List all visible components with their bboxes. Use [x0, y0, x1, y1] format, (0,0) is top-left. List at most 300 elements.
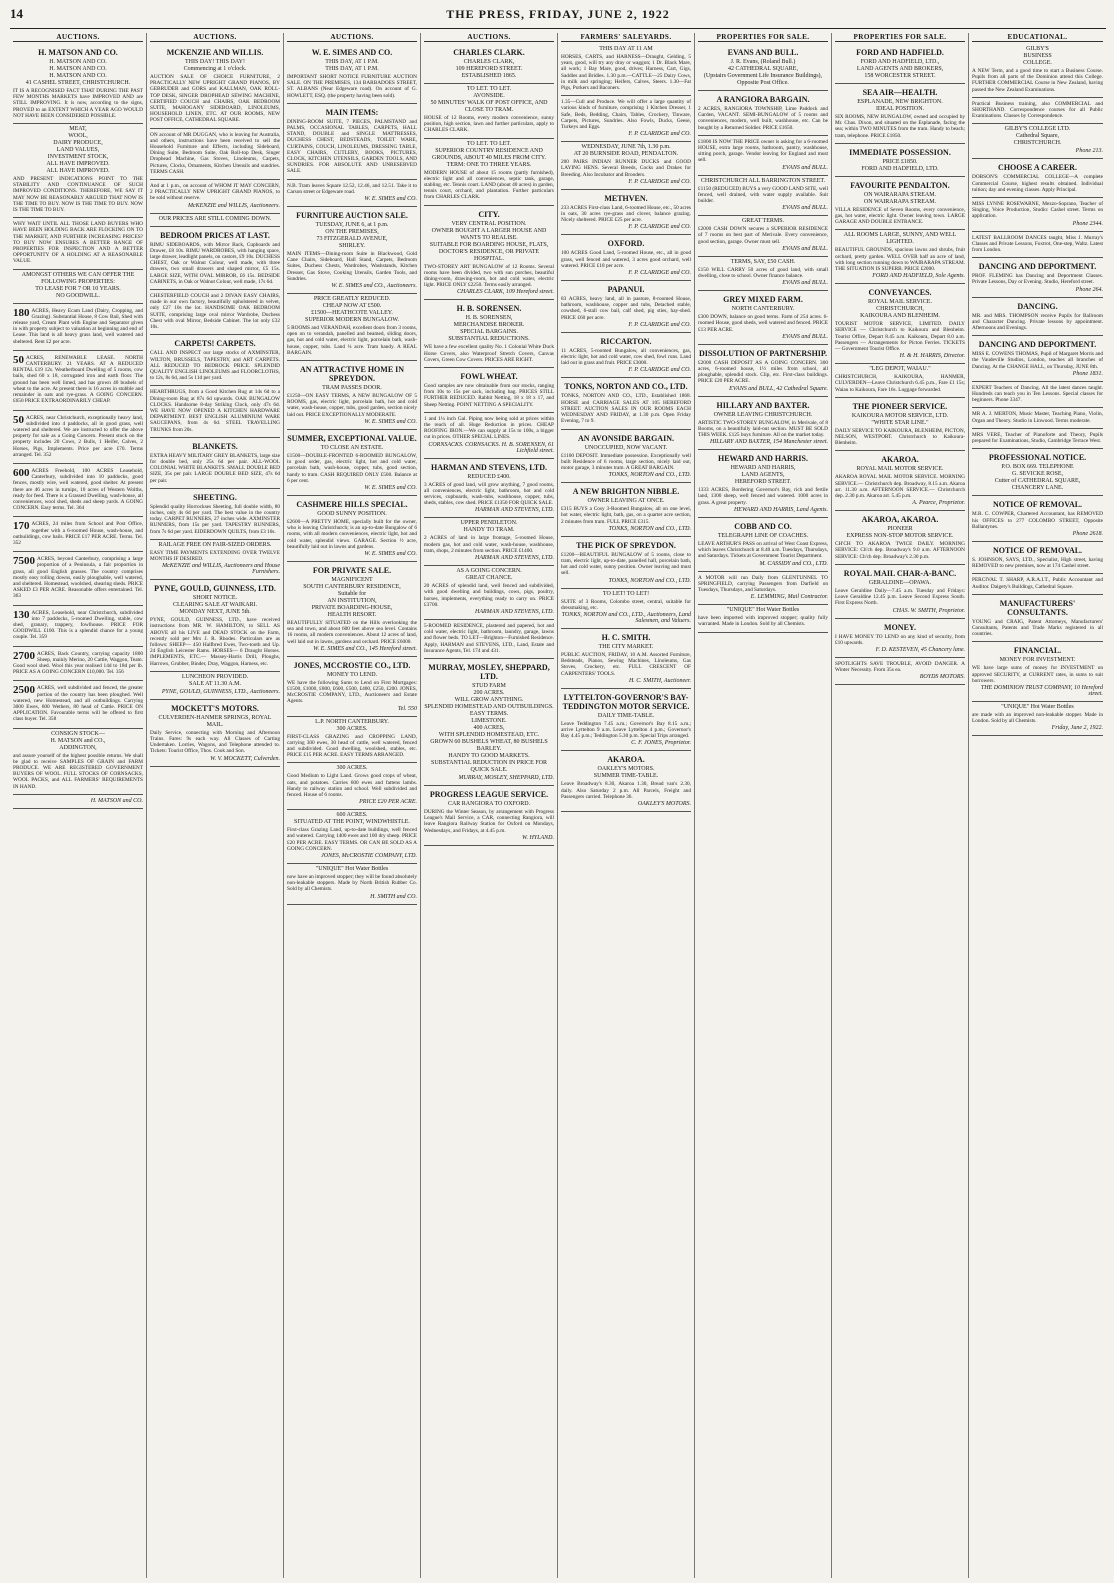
- advertiser-name: SEA AIR—HEALTH.: [862, 88, 938, 97]
- ad-line: LUNCHEON PROVIDED.: [181, 673, 249, 680]
- ad-body: CHRISTCHURCH, KAIKOURA, HANMER, CULVERDEN—Leave Christchurch 6.45 p.m., Fare £1 15s; Waiau to Kaikoura, Fare 16s. Luggage forwarded.: [835, 374, 965, 393]
- advertisement: [972, 336, 1103, 382]
- ad-body: HORSES, CARTS, and HARNESS—Draught, Gelding, 5 years, good, will try any dray or waggon; 1 Dr. Black Mare, all work; 1 Bay Mare, good, drives; Harness, Cart, Gigs, Saddles and Bridles. 1.30 p.m.—CATTLE—25 Dairy Cows, in milk and springing; Heifers, Calves, Steers. 1.30—Fat Pigs, Porkers and Baconers.: [561, 54, 691, 92]
- ad-line: OWNER LEAVING CHRISTCHURCH.: [713, 411, 813, 418]
- ad-signature: MURRAY, MOSLEY, SHEPPARD, LTD.: [458, 774, 554, 781]
- ad-line: THIS DAY, AT 1 P.M.: [325, 66, 379, 72]
- advertiser-name: HILLARY AND BAXTER.: [716, 400, 810, 410]
- advertisement: [835, 230, 965, 284]
- advertisement: [13, 729, 143, 795]
- advertisement: [835, 398, 965, 452]
- ad-line: TO LET. TO LET.: [466, 86, 512, 92]
- advertisement: [561, 629, 691, 689]
- ad-line: ESTABLISHED 1865.: [461, 73, 517, 79]
- ad-body: 100 ACRES Good Land, 5-roomed House, etc., all in good grass, well fenced and watered, 3 acres good orchard, well watered. PRICE £18 per acre.: [561, 250, 691, 269]
- ad-signature: M. CASSIDY and CO., LTD.: [759, 560, 828, 567]
- property-listing: [13, 468, 143, 511]
- advertiser-name: FORD AND HADFIELD.: [856, 48, 944, 57]
- column-heading: PROPERTIES FOR SALE.: [698, 33, 828, 42]
- ad-line: THIS DAY AT 11 AM: [599, 46, 653, 52]
- acreage-number: 130: [13, 608, 30, 621]
- ad-line: THIS DAY! THIS DAY!: [185, 59, 245, 65]
- ad-line: MERCHANDISE BROKER.: [453, 322, 525, 329]
- column-7: [832, 33, 969, 1578]
- ad-line: SUPERIOR COUNTRY RESIDENCE AND GROUNDS, ABOUT 40 MILES FROM CITY.: [432, 147, 546, 161]
- advertiser-name: H. C. SMITH.: [601, 632, 651, 642]
- advertisement: [287, 562, 417, 657]
- column-heading: AUCTIONS.: [424, 33, 554, 42]
- ad-body: £2000 CASH DOWN secures a SUPERIOR RESIDENCE of 7 rooms on best part of Merivale. Every convenience, good section, garage. Owner must sell.: [698, 226, 828, 245]
- ad-line: SUITABLE FOR BOARDING HOUSE, FLATS, DOCTOR'S RESIDENCE, OR PRIVATE HOSPITAL.: [429, 241, 549, 262]
- acreage-number: 7500: [13, 555, 35, 568]
- advertisement: [424, 139, 554, 206]
- ad-line: 73 FITZGERALD AVENUE,: [316, 236, 388, 243]
- advertisement: [698, 605, 828, 632]
- ad-line: TO LEASE FOR 7 OR 10 YEARS.: [35, 285, 121, 292]
- ad-line: TO LET! TO LET!: [602, 590, 650, 597]
- ad-signature: F. P. CLARIDGE and CO.: [628, 178, 691, 185]
- property-listing: [13, 355, 143, 405]
- advertisement: [13, 795, 143, 809]
- ad-body: MISS LYNNE ROSEWARNE, Mezzo-Soprano, Teacher of Singing, Voice Production, Studio: Cashel street. Terms on application.: [972, 201, 1103, 220]
- advertiser-name: CONVEYANCES.: [868, 288, 932, 298]
- page-title: THE PRESS, FRIDAY, JUNE 2, 1922: [446, 7, 670, 21]
- ad-line: HEWARD AND HARRIS,: [730, 465, 796, 472]
- ad-signature: W. E. SIMES and CO., 145 Hereford street.: [313, 645, 417, 652]
- listing-text: ACRES, well subdivided and fenced, the greater portion of the country has been ploughed. Well watered, new Homestead, and all outbuildings. Carrying 3000 Ewes, 600 Wethers, 80 head of Cattle. PRICE ON APPLICATION. Favourable terms will be offered to first class buyer. Tel. 358: [13, 685, 143, 723]
- advertiser-name: A RANGIORA BARGAIN.: [716, 95, 810, 104]
- advertisement: [561, 235, 691, 281]
- advertisement: [972, 542, 1103, 574]
- ad-body: CH'CH TO AKAROA TWICE DAILY. MORNING SERVICE: Ch'ch dep. Broadway's 9.0 a.m. AFTERNOON SERVICE: Ch'ch dep. Broadway's 2.30 p.m.: [835, 541, 965, 560]
- ad-line: Commencing at 1 o'clock.: [183, 66, 247, 72]
- ad-line: CLEARING SALE AT WAIKARI.: [172, 602, 258, 609]
- advertiser-name: HEWARD AND HARRIS.: [717, 454, 808, 464]
- advertisement: [424, 659, 554, 786]
- advertiser-name: AKAROA, AKAROA.: [861, 515, 939, 525]
- advertiser-name: METHVEN.: [604, 193, 648, 203]
- ad-body: A MOTOR will run Daily from GLENTUNNEL TO SPRINGFIELD, carrying Passengers from Darfield on Tuesdays, Thursdays, and Saturdays.: [698, 574, 828, 593]
- ad-line: LAND AGENTS,: [741, 472, 785, 479]
- ad-line: INVESTMENT STOCK,: [47, 154, 109, 161]
- column-heading: AUCTIONS.: [287, 33, 417, 42]
- ad-signature: HARMAN AND STEVENS, LTD.: [475, 608, 554, 615]
- advertisement: [698, 257, 828, 291]
- ad-body: are made with an improved non-leakable stopper. Made in London. Sold by all Chemists.: [972, 711, 1103, 725]
- advertisement: [287, 104, 417, 180]
- advertisement: [150, 227, 280, 290]
- ad-signature: H. C. SMITH, Auctioneer.: [628, 677, 691, 684]
- listing-text: ACRES, Heavy Ecam Land (Dairy, Cropping, and Grazing). Substantial House, 8 Cow Bail, Shed with release yard, Cream Plant with Engine and Separator given in with property subject to valuation at beginning and end of Lease. This land is all heavy grass land, well watered and sheltered. Rent £2 per acre.: [13, 307, 143, 345]
- ad-line: SHORT NOTICE.: [192, 595, 238, 602]
- advertisement: [424, 413, 554, 459]
- acreage-number: 180: [13, 306, 30, 319]
- ad-line: £1500—HEATHCOTE VALLEY.: [311, 310, 393, 317]
- advertisement: [287, 44, 417, 104]
- ad-line: HEALTH RESORT.: [327, 611, 377, 618]
- ad-body: YOUNG and CRAIG, Patent Attorneys, Manufacturers' Consultants, Patents and Trade Marks registered in all countries.: [972, 618, 1103, 638]
- advertisement: [972, 642, 1103, 702]
- ad-body: And at 1 p.m., on account of WHOM IT MAY CONCERN, 2 PRACTICALLY NEW UPRIGHT GRAND PIANOS, to be sold without reserve.: [150, 183, 280, 202]
- ad-line: LAND VALUES,: [56, 147, 100, 154]
- advertiser-name: HARMAN AND STEVENS, LTD.: [431, 462, 547, 472]
- ad-body: £300 DOWN, balance on good terms. Farm of 254 acres. 6-roomed House, good sheds, well watered and fenced. PRICE £13 PER ACRE.: [698, 314, 828, 333]
- advertiser-name: MOCKETT'S MOTORS.: [171, 703, 259, 713]
- ad-line: GILBY'S: [1026, 46, 1049, 52]
- advertiser-name: PROFESSIONAL NOTICE.: [988, 453, 1087, 463]
- ad-line: NORTH CANTERBURY.: [731, 306, 795, 313]
- ad-line: GILBY'S COLLEGE LTD.: [1004, 126, 1071, 133]
- advertisement: [13, 304, 143, 351]
- advertisement: [287, 361, 417, 430]
- ad-body: WE have large sums of money for INVESTMENT on approved SECURITY, at CURRENT rates, in sums to suit borrowers.: [972, 665, 1103, 684]
- advertisement: [835, 619, 965, 658]
- ad-body: 3 ACRES of good land, will grow anything, 7 good rooms, all conveniences, electric light, bathroom, hot and cold services, cupboards, wash-tubs, washhouse, copper, tubs, sheds, stables, cow shed. PRICE £1350 FOR QUICK SALE.: [424, 481, 554, 507]
- ad-line: CHRISTCHURCH,: [876, 306, 924, 313]
- ad-line: COLLEGE.: [1023, 60, 1052, 66]
- ad-body: S. JOHNSON, SAYS, LTD., Specialist, High street, having REMOVED to new premises, now at 174 Cashel street.: [972, 556, 1103, 570]
- advertiser-name: GREY MIXED FARM.: [723, 295, 803, 305]
- ad-signature: TONKS, NORTON and CO., LTD.: [608, 525, 691, 532]
- ad-line: P.O. BOX 669. TELEPHONE: [1001, 464, 1074, 471]
- advertiser-name: CARPETS! CARPETS.: [174, 339, 256, 349]
- ad-signature: W. HYLAND.: [522, 834, 554, 841]
- advertisement: [835, 565, 965, 619]
- advertisement: [561, 190, 691, 236]
- ad-signature: W. E. SIMES and CO.: [364, 484, 417, 491]
- ad-line: L.P. NORTH CANTERBURY.: [315, 718, 389, 725]
- advertisement: [698, 44, 828, 91]
- ad-line: CHEAP NOW AT £500.: [322, 303, 382, 310]
- advertisement: [287, 717, 417, 764]
- advertisement: [698, 450, 828, 518]
- advertiser-name: AN ATTRACTIVE HOME IN SPREYDON.: [299, 365, 405, 384]
- advertisement: [150, 386, 280, 437]
- advertisement: [13, 270, 143, 304]
- advertiser-name: FAVOURITE PENDALTON.: [850, 180, 950, 190]
- advertisement: [424, 566, 554, 620]
- ad-line: AN INSTITUTION,: [327, 597, 377, 604]
- advertisement: [698, 216, 828, 257]
- ad-body: First-class Grazing Land, up-to-date buildings, well fenced and watered. Carrying 1400 ewes and 100 dry sheep. PRICE £20 PER ACRE. EASY TERMS. OR CAN BE SOLD AS A GOING CONCERN.: [287, 827, 417, 852]
- ad-signature: H. SMITH and CO.: [370, 893, 417, 900]
- advertisement: [561, 537, 691, 589]
- advertisement: [13, 411, 143, 464]
- ad-body: TWO-STOREY ART BUNGALOW of 12 Rooms. Several rooms have been divided, two with sun porches, beautiful dining-room, drawing-room, hot and cold water, electric light. PRICE ONLY £2250. Terms easily arranged.: [424, 263, 554, 289]
- ad-body: £1500—DOUBLE-FRONTED 6-ROOMED BUNGALOW, in good order, gas, electric light, hot and cold water, porcelain bath, wash-house, copper, tubs, good section, handy to tram. CASH REQUIRED ONLY £500. Balance at 6 per cent.: [287, 452, 417, 484]
- advertiser-name: CHARLES CLARK.: [453, 48, 525, 57]
- property-listing: [13, 521, 143, 546]
- advertisement: [972, 449, 1103, 496]
- ad-line: ESPLANADE, NEW BRIGHTON.: [857, 99, 943, 105]
- ad-signature: EVANS and BULL.: [782, 333, 828, 340]
- ad-body: 2 ACRES, RANGIORA TOWNSHIP, Lime Paddock and Garden, VACANT. SEMI-BUNGALOW of 5 rooms and conveniences, modern, well built, washhouse, etc. Can be bought by a Returned Soldier. PRICE £1650.: [698, 106, 828, 131]
- ad-line: AMONGST OTHERS WE CAN OFFER THE FOLLOWING PROPERTIES:: [21, 271, 135, 285]
- advertiser-name: THE PIONEER SERVICE.: [852, 401, 948, 411]
- ad-line: 300 ACRES.: [336, 765, 368, 772]
- advertisement: [972, 98, 1103, 125]
- advertiser-name: PROGRESS LEAGUE SERVICE.: [429, 789, 549, 799]
- ad-line: AS A GOING CONCERN.: [456, 568, 522, 575]
- ad-signature: W. E. SIMES and CO.: [364, 418, 417, 425]
- advertisement: [287, 294, 417, 361]
- advertiser-name: FINANCIAL.: [1013, 646, 1062, 656]
- advertisement: [150, 489, 280, 540]
- ad-line: SPECIAL BARGAINS.: [460, 329, 518, 336]
- ad-line: ALL HAVE IMPROVED.: [46, 168, 110, 175]
- ad-signature: F. P. CLARIDGE and CO.: [628, 224, 691, 231]
- ad-line: THIS DAY, AT 1 P.M.: [325, 59, 379, 65]
- ad-body: MR. and MRS. THOMPSON receive Pupils for Ballroom and Character Dancing. Private lessons by appointment. Afternoons and Evenings.: [972, 312, 1103, 332]
- advertiser-name: MCKENZIE AND WILLIS.: [166, 48, 264, 57]
- advertiser-name: RICCARTON.: [600, 336, 652, 346]
- ad-line: LIMESTONE.: [471, 717, 507, 724]
- ad-line: STUD FARM: [472, 682, 506, 689]
- ad-line: PRIVATE BOARDING-HOUSE,: [311, 604, 393, 611]
- advertisement: [561, 430, 691, 484]
- ad-body: £1200—BEAUTIFUL BUNGALOW of 5 rooms, close to tram, electric light, up-to-date, panelled hall, porcelain bath, hot and cold water, sunny position. Owner leaving and must sell.: [561, 551, 691, 577]
- advertiser-name: CASHMERE HILLS SPECIAL.: [296, 499, 408, 509]
- ad-body: IT IS A RECOGNISED FACT THAT DURING THE PAST FEW MONTHS MARKETS have IMPROVED AND are STILL IMPROVING. It is now, according to the signs, PROVED to an EXTENT WHICH A YEAR AGO WOULD NOT HAVE BEEN CONSIDERED POSSIBLE.: [13, 88, 143, 119]
- ad-line: "LEG DEPOT, WAIAU.": [869, 366, 931, 373]
- ad-body: Good samples are now obtainable from our stocks, ranging from 10s to 15s per sack, including bag. PRICES STILL FURTHER REDUCED. Rabbit Netting, 18 x 18 x 17, and Sheep Netting. POINT NETTING A SPECIALITY.: [424, 383, 554, 408]
- advertisement: [13, 464, 143, 517]
- ad-line: TERM: ONE TO THREE YEARS.: [446, 161, 532, 168]
- ad-body: RIMU SIDEBOARDS, with Mirror Back, Cupboards and Drawer, £8 10s. RIMU WARDROBES, with hanging space, large drawer, leadlight panels, on castors, £9 10s. DUCHESS CHEST, Oak or Walnut Colour, well made, with three drawers, two small drawers and shaped mirror, £5 15s. LARGE SIZE, WITH OVAL MIRROR, £6 15s. BEDSIDE CABINETS, in Oak or Walnut Colour, well made, 17s 6d.: [150, 241, 280, 285]
- ad-signature: Tel. 550: [397, 705, 417, 712]
- ad-signature: TONKS, NORTON and CO., LTD., Auctioneers, Land Salesmen, and Valuers.: [561, 611, 691, 624]
- ad-body: AKAROA ROYAL MAIL MOTOR SERVICE. MORNING SERVICE.— Christchurch dep. Broadway, 8.15 a.m. Akaroa arr. 11.30 a.m. AFTERNOON SERVICE.— Christchurch dep. 2.30 p.m. Akaroa arr. 5.45 p.m.: [835, 474, 965, 500]
- masthead: [10, 6, 1106, 29]
- column-heading: FARMERS' SALEYARDS.: [561, 33, 691, 42]
- listing-text: ACRES, beyond Canterbury, comprising a large proportion of a Peninsula, a fair proportion in grass, all good English grasses. The country comprises mostly easy rolling downs, easily ploughable, well watered, and sheltered. Homestead, woolshed, shearing sheds. PRICE ASKED £3 PER ACRE. Reasonable offers entertained. Tel. 363: [13, 556, 143, 600]
- ad-signature: W. E. SIMES and CO., Auctioneers.: [331, 283, 417, 290]
- advertiser-name: THE PICK OF SPREYDON.: [576, 540, 676, 550]
- advertisement: [150, 129, 280, 180]
- advertisement: [972, 429, 1103, 449]
- ad-signature: Friday, June 2, 1922.: [1051, 725, 1103, 732]
- ad-signature: CHAS. W. SMITH, Proprietor.: [892, 607, 965, 614]
- advertisement: [561, 378, 691, 429]
- advertiser-name: AKAROA.: [881, 455, 919, 465]
- ad-line: SHIRLEY.: [338, 243, 366, 250]
- advertiser-name: COBB AND CO.: [734, 521, 792, 531]
- ad-line: "WHITE STAR LINE.": [871, 419, 929, 426]
- ad-line: UNOCCUPIED, NOW VACANT.: [584, 444, 668, 451]
- advertisement: [287, 430, 417, 496]
- ad-line: FORD AND HADFIELD, LTD.,: [860, 59, 940, 65]
- advertiser-name: TONKS, NORTON AND CO., LTD.: [564, 382, 688, 392]
- advertisement: [972, 702, 1103, 736]
- ad-line: OWNER BOUGHT A LARGER HOUSE AND WANTS TO REALISE.: [431, 227, 547, 241]
- ad-body: £2000 CASH DEPOSIT AS A GOING CONCERN. 300 acres, 6-roomed house, 1½ miles from school, all ploughable, splendid stock. Clip, etc. First-class buildings. PRICE £20 PER ACRE.: [698, 359, 828, 385]
- advertisement: [150, 290, 280, 335]
- ad-line: LAND AGENTS AND BROKERS,: [856, 66, 944, 72]
- page-number: 14: [10, 6, 23, 21]
- column-3: [284, 33, 421, 1578]
- ad-line: TRAM PASSES DOOR.: [322, 385, 382, 392]
- ad-line: PIONEER: [887, 526, 913, 533]
- ad-signature: F. P. CLARIDGE and CO.: [628, 367, 691, 374]
- advertisement: [287, 657, 417, 717]
- advertisement: [561, 142, 691, 190]
- ad-line: WOOL,: [68, 133, 88, 140]
- advertisement: [424, 786, 554, 846]
- ad-body: PUBLIC AUCTION, FRIDAY, 10 A.M. Assorted Furniture, Bedsteads, Pianos, Sewing Machines, Linoleums, Gas Stoves, Crockery, etc. FULL CRESCENT OF CARPENTERS' TOOLS.: [561, 651, 691, 677]
- ad-line: WEDNESDAY, JUNE 7th, 1.30 p.m.: [581, 144, 671, 151]
- ad-line: GERALDINE—OPAWA.: [868, 579, 932, 586]
- ad-line: MONEY TO LEND.: [326, 671, 378, 678]
- ad-signature: F. P. CLARIDGE and CO.: [628, 321, 691, 328]
- ad-body: DURING the Winter Season, by arrangement with Progress League's Mail Service, a CAR, connecting Rangiora, will leave Rangiora Railway Station for Oxford on Mondays, Wednesdays, and Fridays, at 4.45 p.m.: [424, 808, 554, 834]
- ad-signature: PRICE £20 PER ACRE.: [359, 799, 417, 806]
- advertisement: [150, 700, 280, 767]
- ad-signature: E. LEMMING, Mail Contractor.: [750, 594, 828, 601]
- advertisement: [561, 751, 691, 812]
- ad-signature: F. P. CLARIDGE and CO.: [628, 131, 691, 138]
- ad-body: Leave Broadway's 8.30, Akaroa 1.30, Bread van's 2.30, daily. Also Saturday 2 p.m. All Parcels, Freight and Passengers carried. Telephone 36.: [561, 781, 691, 800]
- ad-line: H. B. SORENSEN,: [465, 315, 513, 322]
- advertisement: [424, 518, 554, 566]
- advertisement: [287, 763, 417, 810]
- ad-signature: Phone 213.: [1075, 148, 1103, 155]
- ad-line: Suitable for: [337, 590, 367, 597]
- ad-line: 41 CASHEL STREET, CHRISTCHURCH.: [25, 80, 131, 86]
- ad-signature: W. E. SIMES and CO.: [364, 196, 417, 203]
- advertisement: [698, 176, 828, 217]
- ad-line: MEAT,: [69, 126, 87, 133]
- advertisement: [972, 574, 1103, 594]
- ad-line: 50 MINUTES' WALK OF POST OFFICE, AND CLOSE TO TRAM.: [430, 100, 548, 113]
- ad-line: PRICE £1850.: [882, 158, 918, 165]
- advertisement: [13, 606, 143, 647]
- ad-signature: CHARLES CLARK, 109 Hereford street.: [457, 289, 554, 296]
- ad-line: (Upstairs Government Life Insurance Buildings),: [703, 73, 823, 79]
- advertiser-name: A NEW BRIGHTON NIBBLE.: [572, 487, 680, 497]
- advertiser-name: BEDROOM PRICES AT LAST.: [160, 230, 270, 240]
- ad-line: GROWN 60 BUSHELS WHEAT, 80 BUSHELS BARLEY.: [430, 738, 548, 752]
- ad-line: ON WAIRARAPA STREAM.: [863, 191, 937, 198]
- ad-line: HANDY TO GOOD MARKETS.: [448, 752, 530, 759]
- advertiser-name: DANCING AND DEPORTMENT.: [978, 262, 1097, 272]
- advertiser-name: H. B. SORENSEN.: [456, 304, 522, 314]
- ad-line: AVONSIDE.: [473, 93, 505, 99]
- advertisement: [972, 382, 1103, 409]
- ad-line: PRICE GREATLY REDUCED.: [313, 296, 391, 303]
- ad-body: and assure yourself of the highest possible returns. We shall be glad to receive SAMPLES OF GRAIN and FARM PRODUCE. WE ARE REGISTERED GOVERNMENT BUYERS OF WOOL. FULL STOCKS OF CORNSACKS, WOOL PACKS, and ALL FARMERS' REQUIREMENTS IN HAND.: [13, 752, 143, 790]
- ad-body: 200 PAIRS INDIAN RUNNER DUCKS and GOOD LAYING HENS. Several Breeds, Cocks and Drakes for Breeding. Also Incubator and Brooders.: [561, 159, 691, 178]
- advertisement: [424, 368, 554, 413]
- ad-body: 83 ACRES, heavy land, all in pasture, 8-roomed House, bathroom, washhouse, copper and tubs, Detached stable, cowshed, 6-stall cow bail, calf shed, pig sties, hay-shed. PRICE £60 per acre.: [561, 296, 691, 321]
- ad-line: RAILAGE FREE ON FAIR-SIZED ORDERS.: [158, 541, 272, 548]
- listing-text: ACRES, Back Country, carrying capacity 1800 Sheep, mainly Merino, 20 Cattle, Waggon, Team. Good wool shed. Wool this year realised 14d to 18d per lb. PRICE AS A GOING CONCERN £10,000. Tel. 356: [13, 650, 143, 676]
- ad-line: Cutter of CATHEDRAL SQUARE,: [994, 478, 1081, 485]
- advertisement: [561, 44, 691, 96]
- ad-line: MONDAY NEXT, JUNE 5th.: [179, 609, 251, 616]
- advertisement: [972, 159, 1103, 198]
- ad-signature: C. F. JONES, Proprietor.: [631, 740, 691, 747]
- advertisement: [698, 397, 828, 451]
- ad-body: A NEW Term, and a good time to start a Business Course. Pupils from all parts of the Dominion attend this College. FURTHER COMMERCIAL Course in New Zealand, having passed the New Zealand Examinations.: [972, 68, 1103, 93]
- ad-body: AND PRESENT INDICATIONS POINT TO THE STABILITY AND CONTINUANCE OF SUCH IMPROVED CONDITIONS. THEREFORE, WE SAY IT MAY NOW BE REASONABLY ARGUED THAT NOW IS THE TIME TO BUY. NOW IS THE TIME TO BUY. NOW IS THE TIME TO BUY.: [13, 176, 143, 214]
- ad-body: £315 BUYS a Cosy 3-Roomed Bungalow, all on one level, hot water, electric light, bath, gas, on a quarter acre section, 2 minutes from tram. FULL PRICE £315.: [561, 506, 691, 525]
- ad-line: 109 HEREFORD STREET.: [455, 66, 523, 72]
- property-listing: [13, 610, 143, 641]
- advertisement: [424, 300, 554, 368]
- ad-body: HEARTHRUGS, from a Good Kitchen Rug at 14s 6d to a Dining-room Rug at 87s 6d upwards. OAK BUNGALOW CLOCKS. Handsome 8-day Striking Clock, only 47s 6d. WE HAVE NOW OPENED A KITCHEN HARDWARE DEPARTMENT. BEST ENGLISH ALUMINIUM WARE SAUCEPANS, from 4s 6d. STEEL TRAVELLING TRUNKS from 20s.: [150, 389, 280, 433]
- ad-body: EXPERT Teachers of Dancing. All the latest dances taught. Hundreds can teach you in Ten Lessons. Special classes for beginners. Phone 3347.: [972, 384, 1103, 404]
- ad-line: ON THE PREMISES,: [325, 229, 379, 236]
- advertisement: [972, 124, 1103, 159]
- advertisement: [150, 438, 280, 489]
- advertisement: [835, 658, 965, 685]
- ad-body: VILLA RESIDENCE of Seven Rooms, every convenience, gas, hot water, electric light. Owner leaving town. LARGE GARAGE AND DOUBLE ENTRANCE.: [835, 206, 965, 226]
- ad-body: DOBSON'S COMMERCIAL COLLEGE—A complete Commercial Course, highest results obtained. Individual tuition; day and evening classes. Apply Principal.: [972, 174, 1103, 193]
- advertisement: [835, 84, 965, 144]
- ad-body: SIX ROOMS, NEW BUNGALOW, owned and occupied by Mr. Chas. Dixon, and situated on the Esplanade, facing the sea; within TWO MINUTES from the tram. Handy to beach; tram, telephone. PRICE £1850.: [835, 114, 965, 139]
- advertisement: [698, 91, 828, 136]
- ad-line: 42 CATHEDRAL SQUARE,: [728, 66, 798, 72]
- advertiser-name: BLANKETS.: [192, 441, 238, 451]
- ad-body: now have an improved stopper; they will be found absolutely non-leakable stoppers. Made by North British Rubber Co. Sold by all Chemists.: [287, 873, 417, 893]
- ad-line: WILL GROW ANYTHING.: [454, 696, 524, 703]
- advertisement: [972, 595, 1103, 643]
- ad-signature: A. Pearce, Proprietor.: [912, 500, 965, 507]
- ad-line: SALE AT 11.30 A.M.: [188, 680, 241, 687]
- ad-signature: EVANS and BULL.: [782, 280, 828, 287]
- advertisement: [424, 84, 554, 139]
- advertisement: [698, 136, 828, 176]
- advertiser-name: W. E. SIMES AND CO.: [311, 48, 393, 57]
- ad-line: CHARLES CLARK,: [463, 59, 515, 65]
- ad-signature: H. & H. HARRIS, Director.: [899, 353, 965, 360]
- advertisement: [972, 408, 1103, 428]
- property-listing: [13, 308, 143, 345]
- ad-line: HEREFORD STREET.: [734, 479, 792, 486]
- ad-signature: McKENZIE and WILLIS, Auctioneers and House Furnishers.: [162, 563, 280, 576]
- advertisement: [13, 552, 143, 605]
- advertiser-name: IMMEDIATE POSSESSION.: [849, 147, 951, 157]
- advertisement: [150, 672, 280, 700]
- advertisement: [835, 364, 965, 398]
- ad-body: LATEST BALLROOM DANCES taught, Miss J. Murray's Classes and Private Lessons, Foxtrot, One-step, Waltz. Latest from London.: [972, 234, 1103, 254]
- advertisement: [972, 496, 1103, 542]
- ad-line: ADDINGTON,: [59, 744, 97, 751]
- ad-line: GOOD SUNNY POSITION.: [317, 510, 387, 517]
- ad-line: H. MATSON AND CO.: [49, 66, 107, 72]
- ad-line: J. R. Evans, (Roland Bull.): [730, 59, 796, 65]
- ad-line: CHRISTCHURCH.: [1013, 140, 1062, 147]
- ad-signature: Phone 1831.: [1072, 370, 1103, 377]
- advertiser-name: DANCING AND DEPORTMENT.: [978, 340, 1097, 350]
- ad-line: OUR PRICES ARE STILL COMING DOWN.: [158, 215, 272, 222]
- ad-line: H. MATSON AND CO.: [49, 59, 107, 65]
- ad-line: 158 WORCESTER STREET.: [864, 73, 936, 79]
- advertiser-name: NOTICE OF REMOVAL.: [992, 500, 1083, 510]
- ad-line: ALL HAVE IMPROVED.: [46, 161, 110, 168]
- ad-line: TO CLOSE AN ESTATE.: [320, 444, 384, 451]
- column-8: [969, 33, 1106, 1578]
- ad-body: 1333 ACRES, Bordering Governor's Bay, rich and fertile land, 1300 sheep, well fenced and watered. 1000 acres in grass. A great property.: [698, 487, 828, 506]
- advertisement: [698, 572, 828, 606]
- ad-body: 5 ROOMS and VERANDAH, excellent doors from 3 rooms, open on to verandah, panelled and beamed, sliding doors, gas, hot and cold water, electric light, porcelain bath, wash-house, copper, tubs. Land ¼ acre. Tram handy. A REAL BARGAIN.: [287, 325, 417, 356]
- column-heading: AUCTIONS.: [150, 33, 280, 42]
- advertisement: [835, 144, 965, 177]
- ad-line: DAILY TIME-TABLE.: [597, 712, 655, 719]
- ad-line: CHANCERY LANE.: [1011, 485, 1064, 492]
- advertisement: [150, 580, 280, 672]
- ad-line: ALL ROOMS LARGE, SUNNY, AND WELL LIGHTED.: [843, 232, 957, 246]
